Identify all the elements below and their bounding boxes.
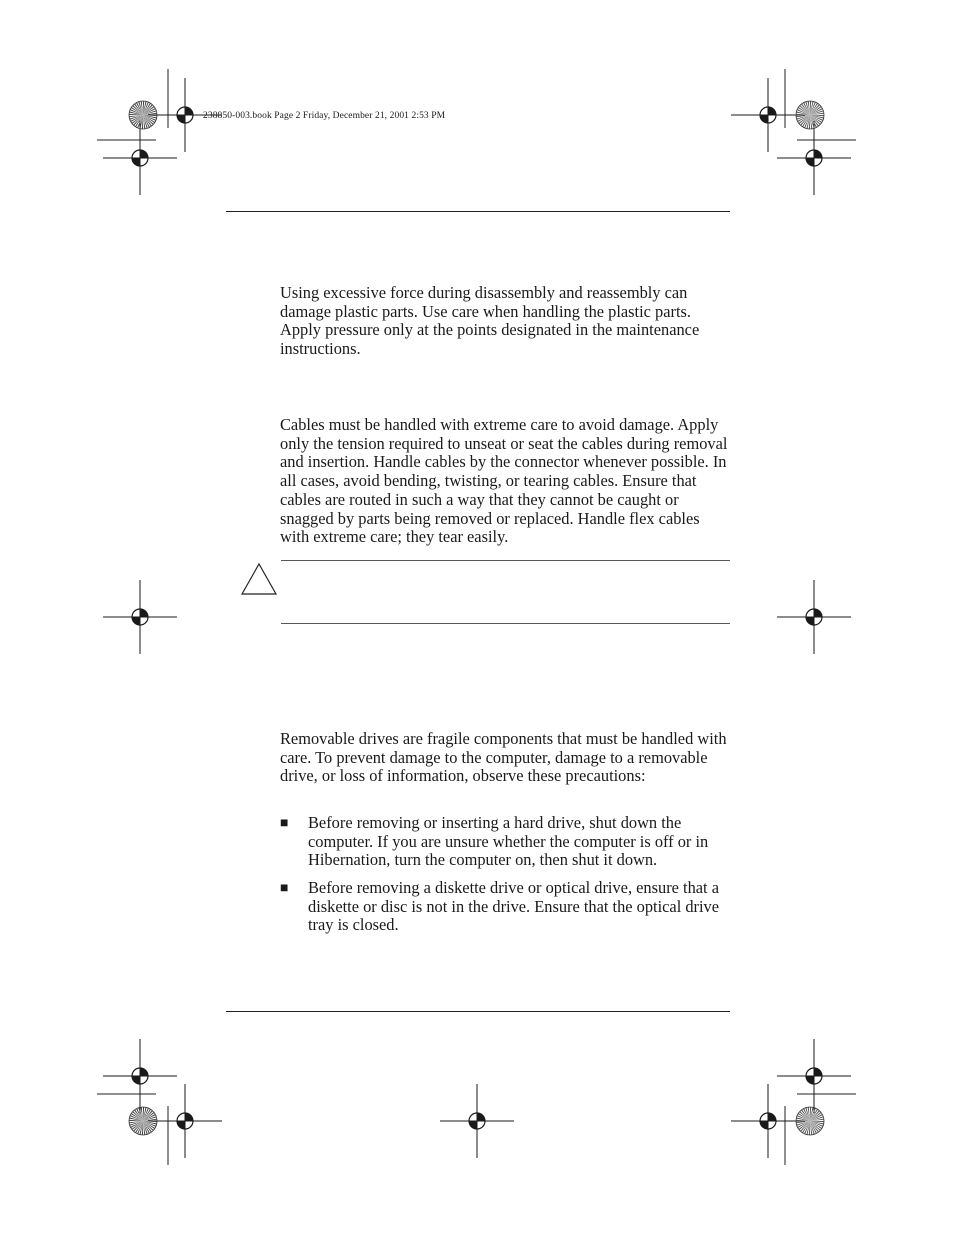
plastic-parts-paragraph: Using excessive force during disassembly and reassembly can damage plastic parts. Use care when handling the plastic parts. Apply pressure only at the points designated in the maintenance instructions.	[280, 283, 700, 359]
starburst-color-bar-icon	[129, 101, 157, 129]
registration-crosshair-icon	[731, 1084, 805, 1158]
registration-crosshair-icon	[148, 1084, 222, 1158]
registration-crosshair-icon	[777, 1039, 851, 1113]
crop-marks	[97, 69, 856, 1165]
starburst-color-bar-icon	[796, 1107, 824, 1135]
cables-paragraph: Cables must be handled with extreme care to avoid damage. Apply only the tension required to unseat or seat the cables during removal and insertion. Handle cables by the connector whenever possible. In all cases, avoid bending, twisting, or tearing cables. Ensure that cables are routed in such a way that they cannot be caught or snagged by parts being removed or replaced. Handle flex cables with extreme care; they tear easily.	[280, 415, 728, 547]
caution-bottom-rule	[281, 623, 730, 624]
bullet-marker: ■	[280, 816, 289, 831]
starburst-color-bar-icon	[796, 101, 824, 129]
print-info-header: 238850-003.book Page 2 Friday, December 21, 2001 2:53 PM	[203, 111, 446, 121]
registration-crosshair-icon	[777, 580, 851, 654]
registration-crosshair-icon	[440, 1084, 514, 1158]
registration-crosshair-icon	[103, 1039, 177, 1113]
list-item: Before removing or inserting a hard drive, shut down the computer. If you are unsure whether the computer is off or in Hibernation, turn the computer on, then shut it down.	[308, 813, 709, 870]
list-item: Before removing a diskette drive or optical drive, ensure that a diskette or disc is not in the drive. Ensure that the optical drive tray is closed.	[308, 878, 720, 935]
bullet-marker: ■	[280, 881, 289, 896]
starburst-color-bar-icon	[129, 1107, 157, 1135]
registration-crosshair-icon	[103, 121, 177, 195]
registration-crosshair-icon	[103, 580, 177, 654]
top-rule	[226, 211, 730, 212]
bottom-rule	[226, 1011, 730, 1012]
caution-top-rule	[281, 560, 730, 561]
registration-crosshair-icon	[777, 121, 851, 195]
caution-triangle-icon	[240, 562, 278, 596]
removable-drives-paragraph: Removable drives are fragile components that must be handled with care. To prevent damage to the computer, damage to a removable drive, or loss of information, observe these precautions:	[280, 729, 727, 786]
registration-crosshair-icon	[731, 78, 805, 152]
